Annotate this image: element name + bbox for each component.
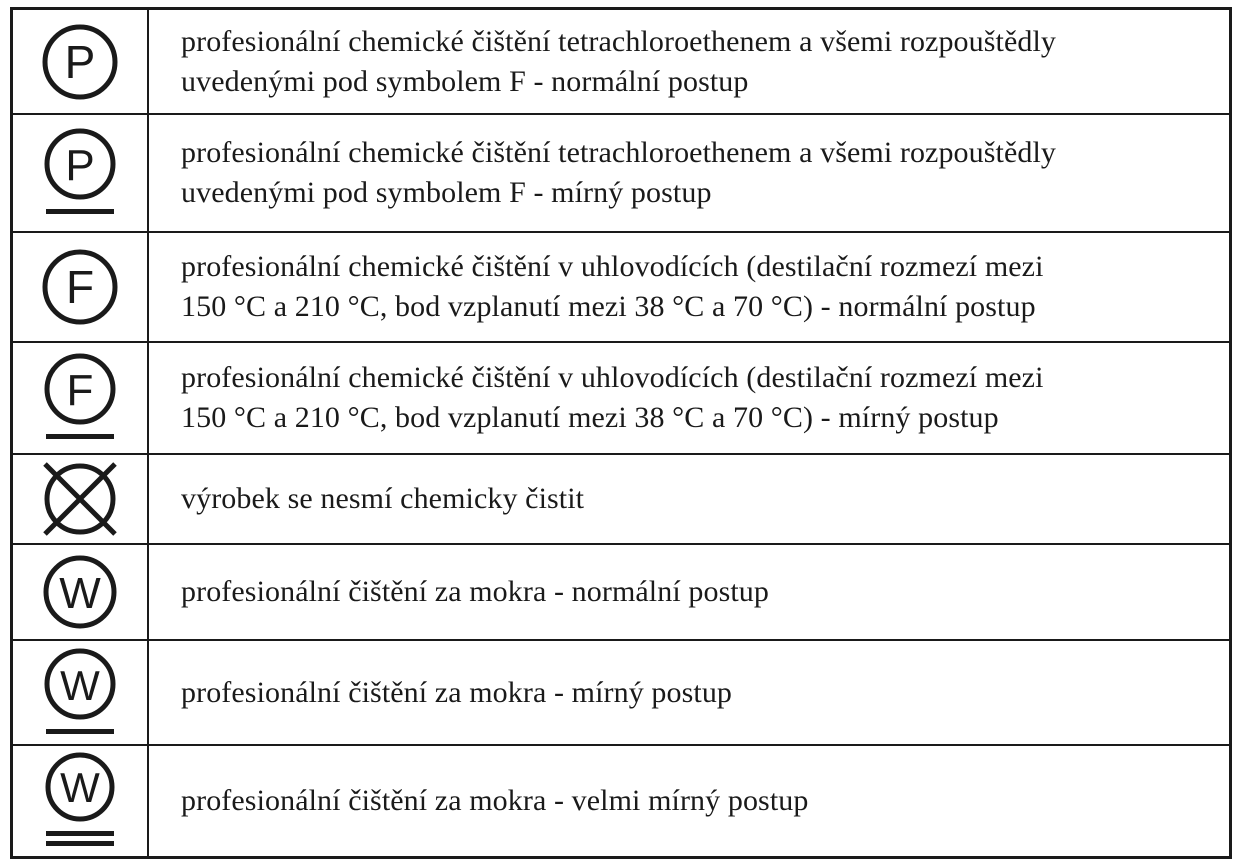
symbol-cell <box>13 115 149 231</box>
description-text: profesionální chemické čištění v uhlovodících (destilační rozmezí mezi 150 °C a 210 °C, bod vzplanutí mezi 38 °C a 70 °C) - normální postup <box>181 250 1044 323</box>
symbol-cell <box>13 746 149 856</box>
text-cell <box>149 115 1229 231</box>
underline-bar <box>46 209 114 214</box>
underline-bar <box>46 831 114 836</box>
text-cell <box>149 746 1229 856</box>
dry-clean-p-icon <box>40 22 120 102</box>
text-cell <box>149 545 1229 639</box>
symbol-cell <box>13 233 149 341</box>
do-not-dry-clean-icon <box>39 458 121 540</box>
table-row <box>13 545 1229 641</box>
description-text: profesionální čištění za mokra - velmi mírný postup <box>181 784 809 817</box>
table-row <box>13 115 1229 233</box>
symbol-letter: P <box>65 141 95 190</box>
symbol-cell <box>13 641 149 744</box>
table-row <box>13 233 1229 343</box>
table-row <box>13 746 1229 856</box>
symbol-letter: F <box>65 261 95 313</box>
description-text: profesionální čištění za mokra - normální postup <box>181 575 769 608</box>
text-cell <box>149 455 1229 543</box>
wet-clean-w-very-gentle-icon <box>40 751 120 851</box>
wet-clean-w-gentle-icon <box>40 647 120 739</box>
symbol-letter: F <box>66 366 94 415</box>
symbol-letter: P <box>64 35 96 88</box>
symbol-letter: W <box>60 764 100 811</box>
symbol-cell <box>13 10 149 113</box>
dry-clean-f-icon <box>40 247 120 327</box>
description-text: profesionální chemické čištění tetrachloroethenem a všemi rozpouštědly uvedenými pod symbolem F - mírný postup <box>181 136 1057 209</box>
table-row <box>13 10 1229 115</box>
underline-bar <box>46 729 114 734</box>
symbol-cell <box>13 455 149 543</box>
care-symbols-table <box>10 7 1232 859</box>
text-cell <box>149 10 1229 113</box>
symbol-cell <box>13 545 149 639</box>
dry-clean-f-gentle-icon <box>40 352 120 444</box>
wet-clean-w-icon <box>41 553 119 631</box>
description-text: profesionální chemické čištění v uhlovodících (destilační rozmezí mezi 150 °C a 210 °C, bod vzplanutí mezi 38 °C a 70 °C) - mírný postup <box>181 361 1044 434</box>
description-text: výrobek se nesmí chemicky čistit <box>181 482 585 515</box>
table-row <box>13 641 1229 746</box>
text-cell <box>149 233 1229 341</box>
underline-bar <box>46 841 114 846</box>
text-cell <box>149 343 1229 453</box>
table-row <box>13 455 1229 545</box>
symbol-letter: W <box>59 569 101 618</box>
table-row <box>13 343 1229 455</box>
symbol-letter: W <box>60 661 100 709</box>
text-cell <box>149 641 1229 744</box>
symbol-cell <box>13 343 149 453</box>
description-text: profesionální čištění za mokra - mírný postup <box>181 675 733 709</box>
dry-clean-p-gentle-icon <box>40 127 120 219</box>
underline-bar <box>46 434 114 439</box>
description-text: profesionální chemické čištění tetrachloroethenem a všemi rozpouštědly uvedenými pod symbolem F - normální postup <box>181 24 1057 98</box>
